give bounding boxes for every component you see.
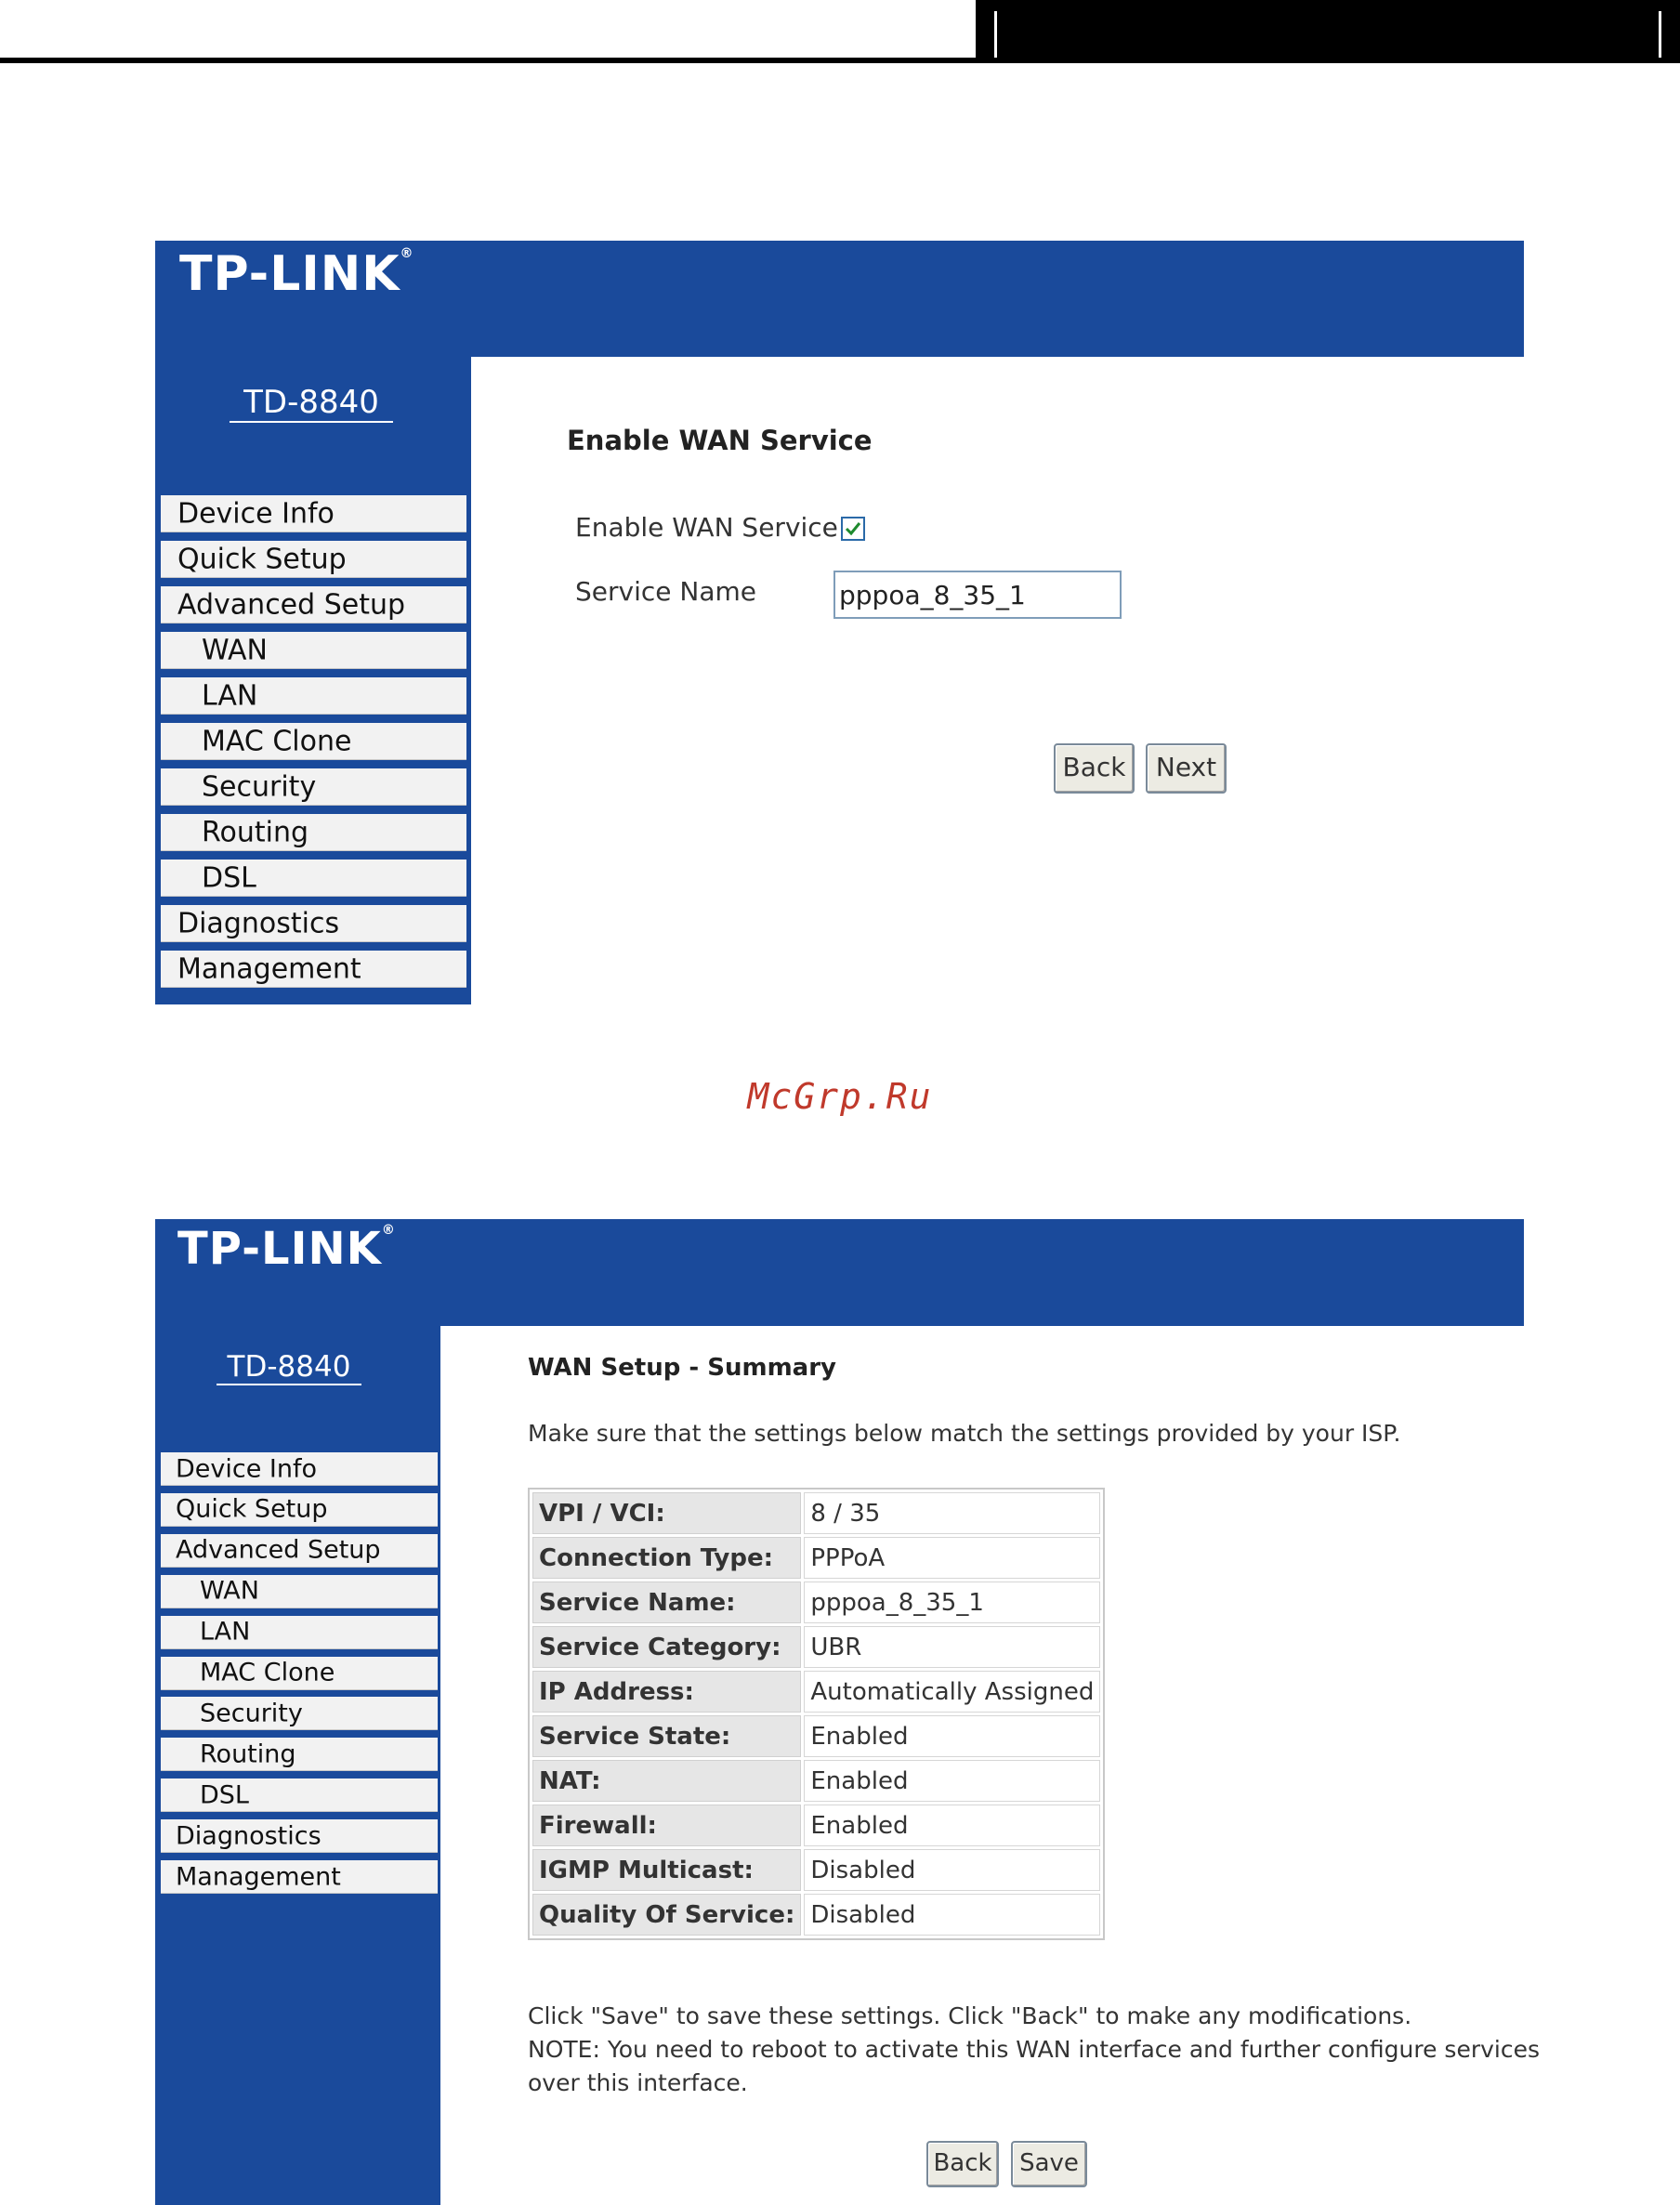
back-button[interactable]: Back bbox=[926, 2141, 999, 2187]
model-name: TD-8840 bbox=[217, 1350, 361, 1385]
sidebar-item-label: LAN bbox=[200, 1617, 251, 1647]
enable-wan-checkbox[interactable] bbox=[841, 517, 865, 541]
table-row bbox=[532, 1760, 1100, 1802]
page-title: Enable WAN Service bbox=[567, 425, 873, 456]
enable-wan-label: Enable WAN Service bbox=[575, 512, 838, 543]
row-key: VPI / VCI: bbox=[532, 1492, 801, 1534]
sidebar-item-label: MAC Clone bbox=[200, 1658, 335, 1687]
summary-table bbox=[528, 1488, 1105, 1940]
table-row bbox=[532, 1537, 1100, 1579]
sidebar-item-label: Routing bbox=[200, 1739, 296, 1769]
sidebar-item-label: Quick Setup bbox=[176, 1494, 328, 1524]
table-row bbox=[532, 1671, 1100, 1713]
sidebar-item-device-info[interactable] bbox=[161, 1452, 438, 1486]
sidebar-item-label: MAC Clone bbox=[202, 725, 352, 757]
table-row bbox=[532, 1582, 1100, 1623]
checkmark-icon bbox=[844, 519, 862, 538]
next-button[interactable]: Next bbox=[1146, 743, 1227, 794]
sidebar-item-dsl[interactable] bbox=[161, 1778, 438, 1812]
sidebar-item-mac-clone[interactable] bbox=[161, 723, 466, 760]
row-value: Disabled bbox=[804, 1894, 1100, 1936]
model-name: TD-8840 bbox=[230, 384, 393, 423]
table-row bbox=[532, 1849, 1100, 1891]
table-row bbox=[532, 1894, 1100, 1936]
sidebar-item-mac-clone[interactable] bbox=[161, 1657, 438, 1690]
row-value: pppoa_8_35_1 bbox=[804, 1582, 1100, 1623]
row-key: Firewall: bbox=[532, 1805, 801, 1846]
intro-text: Make sure that the settings below match the settings provided by your ISP. bbox=[528, 1420, 1401, 1447]
row-key: IP Address: bbox=[532, 1671, 801, 1713]
sidebar-item-label: Security bbox=[202, 770, 317, 803]
sidebar-item-label: Diagnostics bbox=[177, 907, 340, 939]
table-row bbox=[532, 1715, 1100, 1757]
row-key: NAT: bbox=[532, 1760, 801, 1802]
sidebar-item-quick-setup[interactable] bbox=[161, 1493, 438, 1527]
sidebar-item-device-info[interactable] bbox=[161, 495, 466, 532]
row-key: IGMP Multicast: bbox=[532, 1849, 801, 1891]
sidebar-item-lan[interactable] bbox=[161, 677, 466, 715]
sidebar-item-security[interactable] bbox=[161, 1697, 438, 1730]
table-row bbox=[532, 1492, 1100, 1534]
sidebar-item-dsl[interactable] bbox=[161, 860, 466, 897]
sidebar-item-wan[interactable] bbox=[161, 1575, 438, 1608]
sidebar-item-wan[interactable] bbox=[161, 632, 466, 669]
sidebar-item-diagnostics[interactable] bbox=[161, 905, 466, 942]
sidebar-item-routing[interactable] bbox=[161, 814, 466, 851]
watermark: McGrp.Ru bbox=[747, 1076, 933, 1117]
reboot-note-continued: over this interface. bbox=[528, 2069, 748, 2096]
sidebar-item-label: WAN bbox=[202, 634, 268, 666]
sidebar-item-label: Quick Setup bbox=[177, 543, 347, 575]
sidebar-item-label: DSL bbox=[200, 1780, 249, 1810]
row-key: Connection Type: bbox=[532, 1537, 801, 1579]
sidebar-item-label: Advanced Setup bbox=[177, 588, 406, 621]
sidebar-item-label: Device Info bbox=[176, 1454, 318, 1483]
sidebar-item-label: DSL bbox=[202, 861, 256, 894]
row-value: Enabled bbox=[804, 1760, 1100, 1802]
service-name-label: Service Name bbox=[575, 576, 756, 607]
back-button[interactable]: Back bbox=[1054, 743, 1135, 794]
sidebar-item-label: Diagnostics bbox=[176, 1821, 322, 1851]
table-row bbox=[532, 1805, 1100, 1846]
sidebar-item-label: Advanced Setup bbox=[176, 1535, 381, 1565]
row-key: Quality Of Service: bbox=[532, 1894, 801, 1936]
page-header-rule bbox=[0, 58, 976, 63]
sidebar-item-management[interactable] bbox=[161, 951, 466, 988]
save-instruction: Click "Save" to save these settings. Click "Back" to make any modifications. bbox=[528, 2002, 1412, 2029]
reboot-note: NOTE: You need to reboot to activate this WAN interface and further configure services bbox=[528, 2036, 1540, 2063]
row-value: PPPoA bbox=[804, 1537, 1100, 1579]
row-value: 8 / 35 bbox=[804, 1492, 1100, 1534]
sidebar-item-label: WAN bbox=[200, 1576, 259, 1606]
tp-link-logo: TP-LINK® bbox=[179, 246, 414, 302]
row-key: Service State: bbox=[532, 1715, 801, 1757]
sidebar-item-label: Management bbox=[177, 952, 361, 985]
sidebar-item-label: Security bbox=[200, 1699, 303, 1728]
sidebar-item-management[interactable] bbox=[161, 1860, 438, 1894]
row-value: Enabled bbox=[804, 1715, 1100, 1757]
sidebar-item-label: Management bbox=[176, 1862, 341, 1891]
sidebar-item-label: Routing bbox=[202, 816, 309, 848]
screenshot-enable-wan bbox=[155, 241, 1524, 1004]
sidebar-item-security[interactable] bbox=[161, 768, 466, 806]
row-key: Service Category: bbox=[532, 1626, 801, 1668]
tp-link-logo: TP-LINK® bbox=[177, 1223, 396, 1275]
screenshot-wan-summary bbox=[155, 1219, 1540, 2205]
sidebar-item-label: Device Info bbox=[177, 497, 335, 530]
save-button[interactable]: Save bbox=[1011, 2141, 1087, 2187]
sidebar-item-advanced-setup[interactable] bbox=[161, 1534, 438, 1568]
sidebar-item-routing[interactable] bbox=[161, 1738, 438, 1771]
row-value: UBR bbox=[804, 1626, 1100, 1668]
row-value: Disabled bbox=[804, 1849, 1100, 1891]
service-name-input[interactable] bbox=[833, 571, 1122, 619]
table-row bbox=[532, 1626, 1100, 1668]
sidebar-item-advanced-setup[interactable] bbox=[161, 586, 466, 623]
page-header-block bbox=[976, 0, 1680, 63]
row-value: Automatically Assigned bbox=[804, 1671, 1100, 1713]
row-value: Enabled bbox=[804, 1805, 1100, 1846]
row-key: Service Name: bbox=[532, 1582, 801, 1623]
page-title: WAN Setup - Summary bbox=[528, 1354, 836, 1382]
sidebar-item-lan[interactable] bbox=[161, 1616, 438, 1649]
sidebar-item-quick-setup[interactable] bbox=[161, 541, 466, 578]
sidebar-item-diagnostics[interactable] bbox=[161, 1819, 438, 1853]
sidebar-item-label: LAN bbox=[202, 679, 258, 712]
